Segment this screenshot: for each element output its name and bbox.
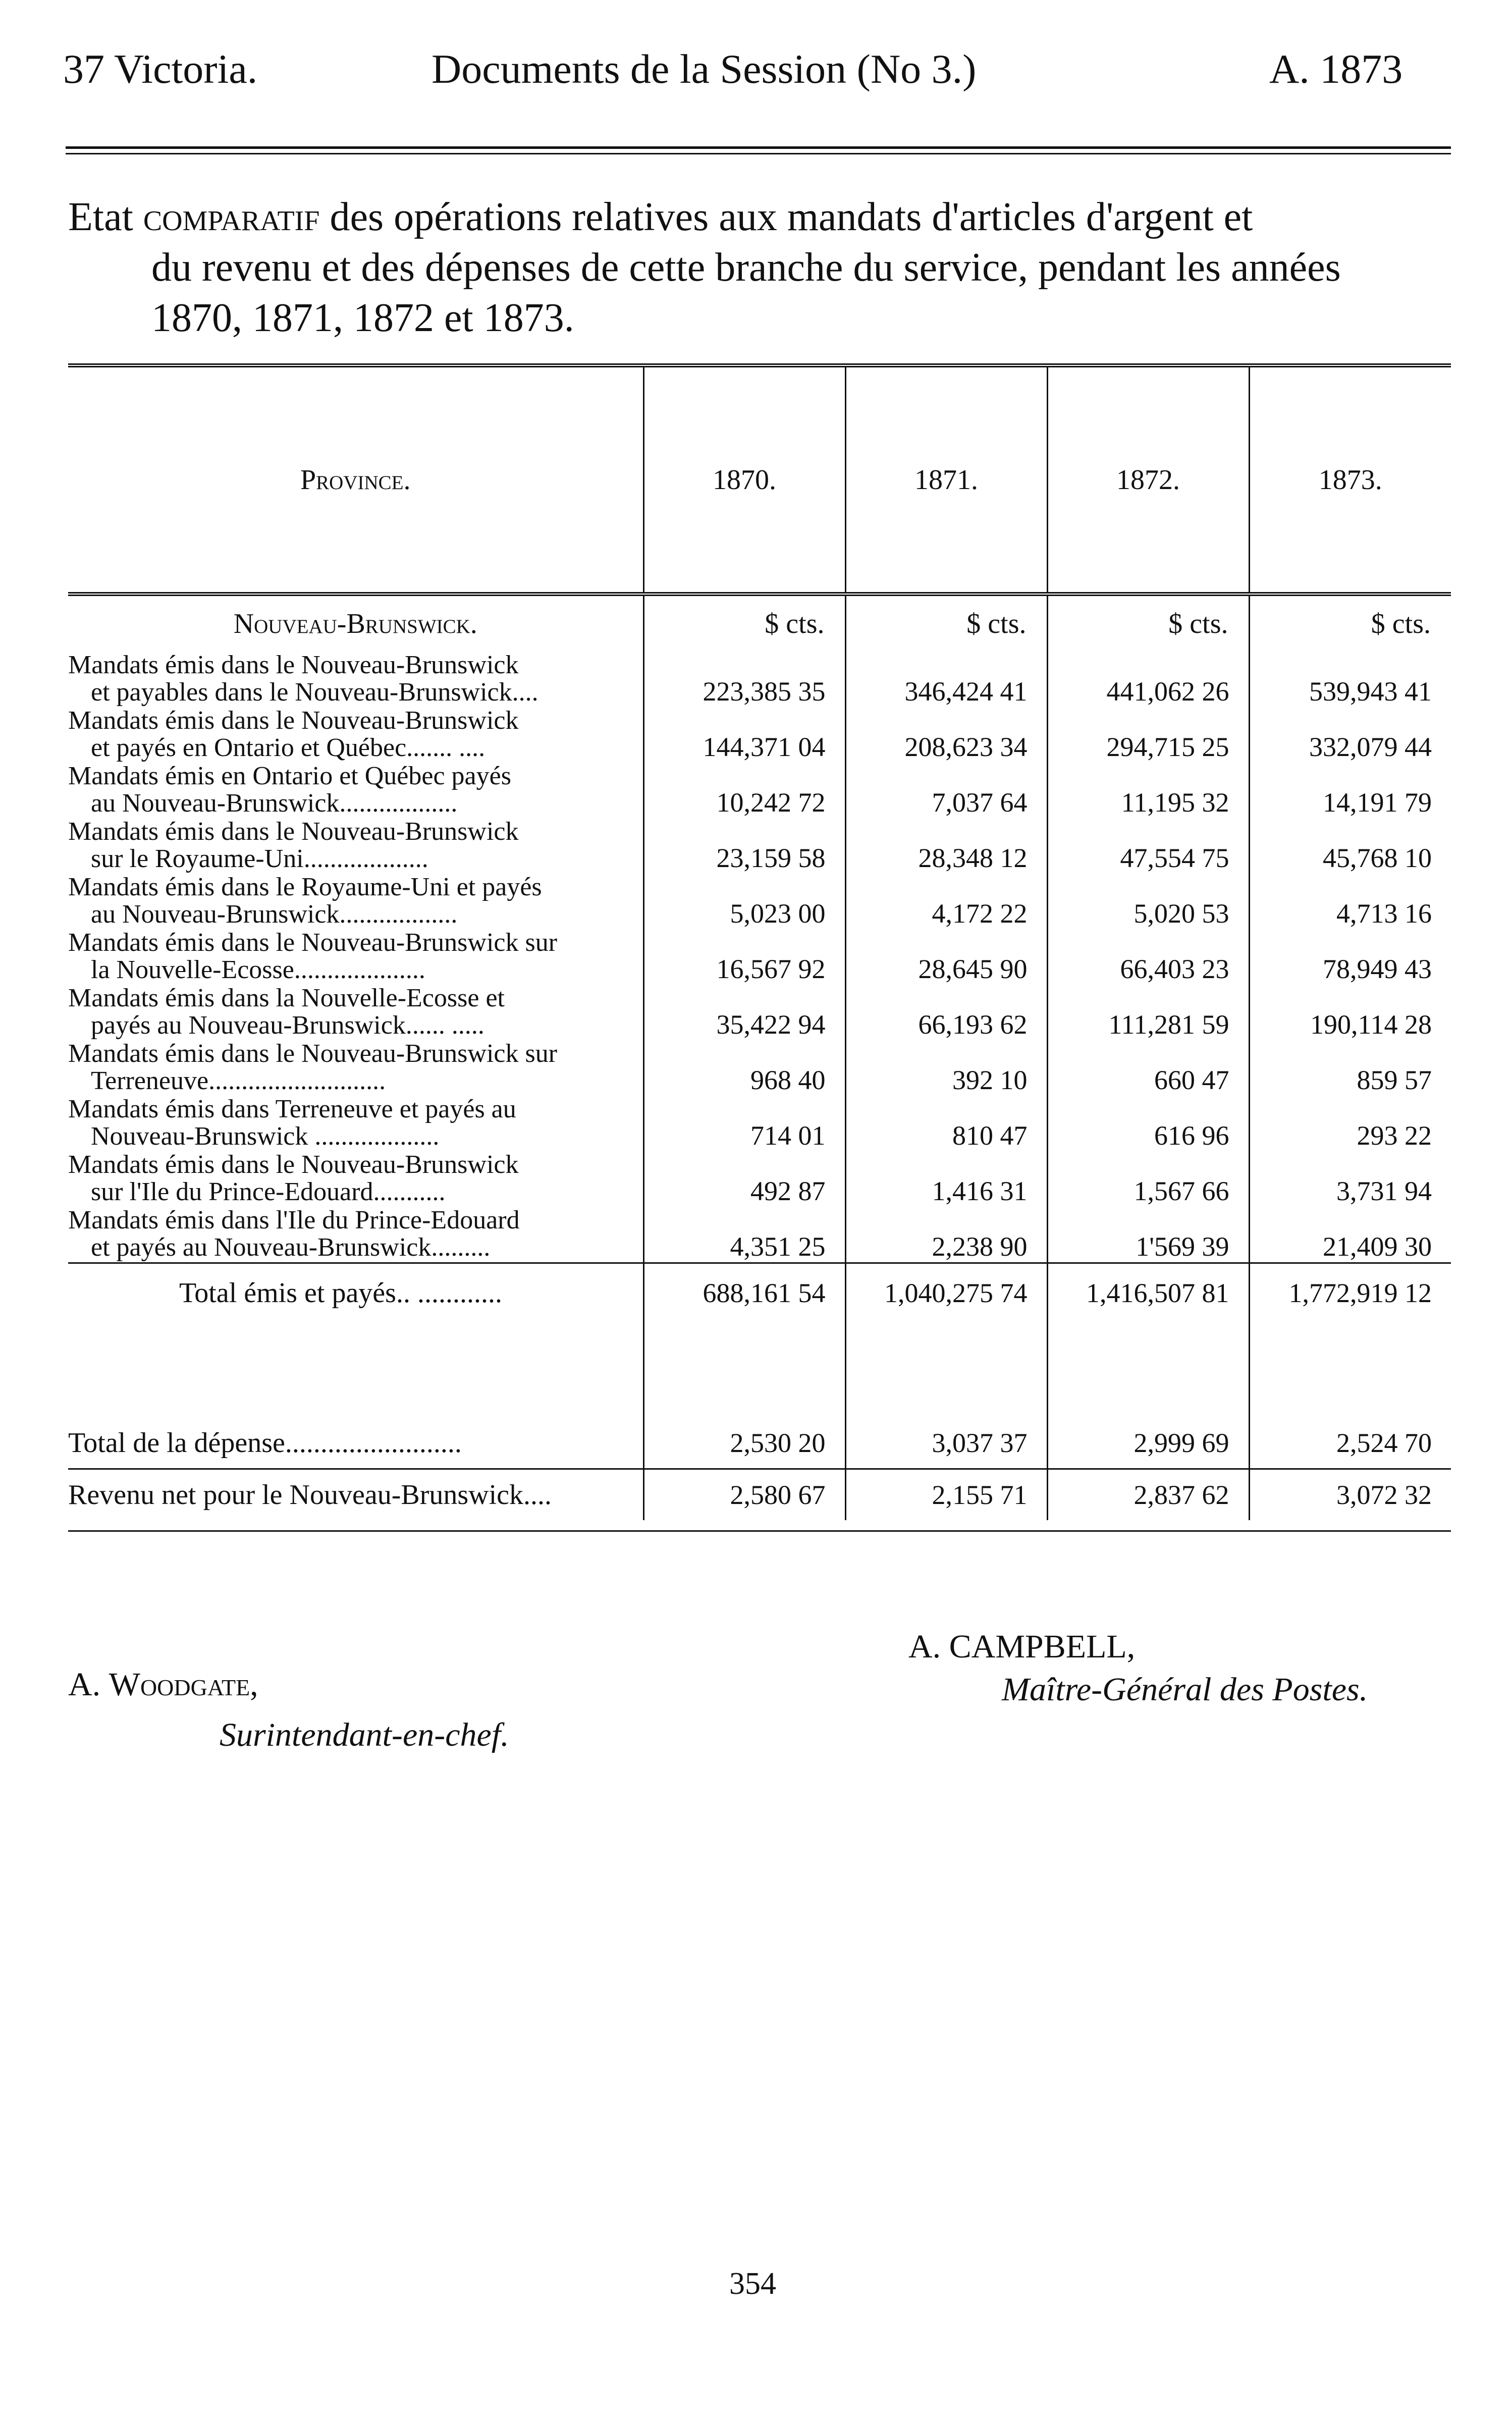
spacer-cell	[845, 1322, 1047, 1418]
revenue-label: Revenu net pour le Nouveau-Brunswick....	[68, 1479, 552, 1511]
expense-value: 2,530 20	[643, 1418, 845, 1469]
row-value: 11,195 32	[1047, 763, 1249, 818]
signature-right-title: Maître-Général des Postes.	[1002, 1671, 1368, 1708]
currency-label: $ cts.	[1249, 594, 1451, 652]
row-value: 23,159 58	[643, 818, 845, 874]
row-label	[68, 1040, 643, 1096]
row-value: 47,554 75	[1047, 818, 1249, 874]
table-row	[68, 818, 1451, 874]
row-value: 35,422 94	[643, 985, 845, 1040]
row-label	[68, 985, 643, 1040]
title-lead-rest: comparatif	[143, 195, 320, 239]
row-label-line1: Mandats émis dans le Nouveau-Brunswick	[68, 817, 519, 846]
revenue-value: 2,155 71	[845, 1469, 1047, 1521]
row-value: 2,238 90	[845, 1207, 1047, 1263]
row-label-line2: sur le Royaume-Uni...................	[91, 844, 428, 873]
row-label-line2: et payés au Nouveau-Brunswick.........	[91, 1233, 491, 1262]
row-label-line2: payés au Nouveau-Brunswick...... .....	[91, 1011, 484, 1040]
document-title	[68, 192, 1451, 343]
row-label	[68, 818, 643, 874]
header-rule-top	[66, 146, 1451, 149]
currency-label: $ cts.	[845, 594, 1047, 652]
row-value: 45,768 10	[1249, 818, 1451, 874]
row-label-line1: Mandats émis dans la Nouvelle-Ecosse et	[68, 984, 505, 1012]
table-row	[68, 929, 1451, 985]
title-lead: Etat	[68, 195, 133, 239]
row-label-line2: au Nouveau-Brunswick..................	[91, 900, 458, 929]
row-value: 144,371 04	[643, 707, 845, 763]
row-label-line2: la Nouvelle-Ecosse....................	[91, 955, 425, 984]
row-value: 78,949 43	[1249, 929, 1451, 985]
revenue-value: 2,580 67	[643, 1469, 845, 1521]
row-label-line2: et payables dans le Nouveau-Brunswick....	[91, 678, 538, 707]
row-label-line2: Terreneuve...........................	[91, 1066, 386, 1095]
row-value: 5,020 53	[1047, 874, 1249, 929]
table-row	[68, 1151, 1451, 1207]
total-value: 1,040,275 74	[845, 1263, 1047, 1322]
spacer-cell	[1047, 1322, 1249, 1418]
row-value: 968 40	[643, 1040, 845, 1096]
row-value: 14,191 79	[1249, 763, 1451, 818]
expense-value: 2,524 70	[1249, 1418, 1451, 1469]
row-label-line1: Mandats émis dans le Nouveau-Brunswick	[68, 1150, 519, 1179]
row-label-line1: Mandats émis dans le Nouveau-Brunswick	[68, 651, 519, 679]
row-label-line1: Mandats émis dans le Nouveau-Brunswick	[68, 706, 519, 735]
total-label: Total émis et payés.. ............	[68, 1263, 643, 1322]
row-value: 810 47	[845, 1096, 1047, 1151]
row-value: 66,193 62	[845, 985, 1047, 1040]
row-value: 111,281 59	[1047, 985, 1249, 1040]
row-label	[68, 1096, 643, 1151]
header-center: Documents de la Session (No 3.)	[431, 46, 977, 92]
signature-left-initial: A.	[68, 1666, 101, 1703]
col-header-province: Province.	[300, 464, 411, 496]
header-rule-bottom	[66, 153, 1451, 154]
table-row	[68, 985, 1451, 1040]
header-left: 37 Victoria.	[63, 46, 258, 92]
row-label	[68, 1207, 643, 1263]
signature-left-surname: Woodgate,	[109, 1666, 258, 1703]
table-header-row	[68, 365, 1451, 594]
spacer-cell	[68, 1322, 643, 1418]
row-value: 208,623 34	[845, 707, 1047, 763]
table-row	[68, 707, 1451, 763]
col-header-year: 1871.	[845, 365, 1047, 594]
row-value: 1'569 39	[1047, 1207, 1249, 1263]
expense-value: 3,037 37	[845, 1418, 1047, 1469]
col-header-year: 1872.	[1047, 365, 1249, 594]
row-value: 616 96	[1047, 1096, 1249, 1151]
row-label-line2: Nouveau-Brunswick ...................	[91, 1122, 440, 1151]
expense-value: 2,999 69	[1047, 1418, 1249, 1469]
row-value: 28,645 90	[845, 929, 1047, 985]
table-row	[68, 763, 1451, 818]
bottom-rule-cell	[68, 1520, 1451, 1531]
row-label-line2: au Nouveau-Brunswick..................	[91, 789, 458, 818]
spacer-cell	[1249, 1322, 1451, 1418]
row-value: 4,172 22	[845, 874, 1047, 929]
signature-left-name	[68, 1666, 258, 1704]
row-value: 66,403 23	[1047, 929, 1249, 985]
row-label	[68, 652, 643, 707]
signature-left-title: Surintendant-en-chef.	[220, 1716, 509, 1753]
col-header-year: 1870.	[643, 365, 845, 594]
row-label-line1: Mandats émis dans le Nouveau-Brunswick sur	[68, 1039, 558, 1068]
row-value: 5,023 00	[643, 874, 845, 929]
page-number: 354	[729, 2267, 776, 2301]
row-value: 16,567 92	[643, 929, 845, 985]
revenue-value: 3,072 32	[1249, 1469, 1451, 1521]
comparative-table	[68, 363, 1451, 1532]
row-label	[68, 763, 643, 818]
section-row	[68, 594, 1451, 652]
row-value: 1,416 31	[845, 1151, 1047, 1207]
row-label	[68, 1151, 643, 1207]
row-label-line1: Mandats émis dans le Royaume-Uni et payés	[68, 873, 542, 901]
row-value: 539,943 41	[1249, 652, 1451, 707]
title-line2: du revenu et des dépenses de cette branche du service, pendant les années	[151, 245, 1341, 290]
row-value: 1,567 66	[1047, 1151, 1249, 1207]
expense-row	[68, 1418, 1451, 1469]
row-value: 3,731 94	[1249, 1151, 1451, 1207]
total-row	[68, 1263, 1451, 1322]
total-value: 1,416,507 81	[1047, 1263, 1249, 1322]
total-value: 1,772,919 12	[1249, 1263, 1451, 1322]
row-value: 10,242 72	[643, 763, 845, 818]
row-value: 28,348 12	[845, 818, 1047, 874]
row-value: 7,037 64	[845, 763, 1047, 818]
currency-label: $ cts.	[643, 594, 845, 652]
row-value: 21,409 30	[1249, 1207, 1451, 1263]
row-value: 223,385 35	[643, 652, 845, 707]
revenue-row	[68, 1469, 1451, 1521]
row-value: 294,715 25	[1047, 707, 1249, 763]
table-row	[68, 1207, 1451, 1263]
row-value: 332,079 44	[1249, 707, 1451, 763]
row-label-line1: Mandats émis dans le Nouveau-Brunswick sur	[68, 928, 558, 957]
row-value: 4,713 16	[1249, 874, 1451, 929]
row-value: 392 10	[845, 1040, 1047, 1096]
row-label-line1: Mandats émis dans Terreneuve et payés au	[68, 1095, 516, 1123]
title-line1-rest: des opérations relatives aux mandats d'articles d'argent et	[330, 195, 1253, 239]
row-value: 441,062 26	[1047, 652, 1249, 707]
row-label	[68, 707, 643, 763]
row-label-line2: et payés en Ontario et Québec....... ....	[91, 733, 485, 762]
row-value: 346,424 41	[845, 652, 1047, 707]
title-line3: 1870, 1871, 1872 et 1873.	[151, 296, 574, 340]
section-label: Nouveau-Brunswick.	[233, 608, 477, 639]
total-value: 688,161 54	[643, 1263, 845, 1322]
header-right: A. 1873	[1269, 46, 1403, 92]
table-row	[68, 874, 1451, 929]
expense-label: Total de la dépense.........................	[68, 1418, 643, 1469]
row-label-line1: Mandats émis dans l'Ile du Prince-Edouard	[68, 1206, 520, 1234]
spacer-row	[68, 1322, 1451, 1418]
table-bottom-rule	[68, 1520, 1451, 1531]
currency-label: $ cts.	[1047, 594, 1249, 652]
row-value: 714 01	[643, 1096, 845, 1151]
col-header-year: 1873.	[1249, 365, 1451, 594]
row-value: 492 87	[643, 1151, 845, 1207]
table-row	[68, 652, 1451, 707]
row-label-line1: Mandats émis en Ontario et Québec payés	[68, 762, 511, 790]
spacer-cell	[643, 1322, 845, 1418]
signature-right-name: A. CAMPBELL,	[908, 1628, 1136, 1665]
row-value: 660 47	[1047, 1040, 1249, 1096]
revenue-value: 2,837 62	[1047, 1469, 1249, 1521]
row-label	[68, 929, 643, 985]
row-label-line2: sur l'Ile du Prince-Edouard...........	[91, 1177, 446, 1206]
row-value: 293 22	[1249, 1096, 1451, 1151]
row-value: 190,114 28	[1249, 985, 1451, 1040]
table-row	[68, 1040, 1451, 1096]
table-row	[68, 1096, 1451, 1151]
row-value: 4,351 25	[643, 1207, 845, 1263]
row-label	[68, 874, 643, 929]
row-value: 859 57	[1249, 1040, 1451, 1096]
